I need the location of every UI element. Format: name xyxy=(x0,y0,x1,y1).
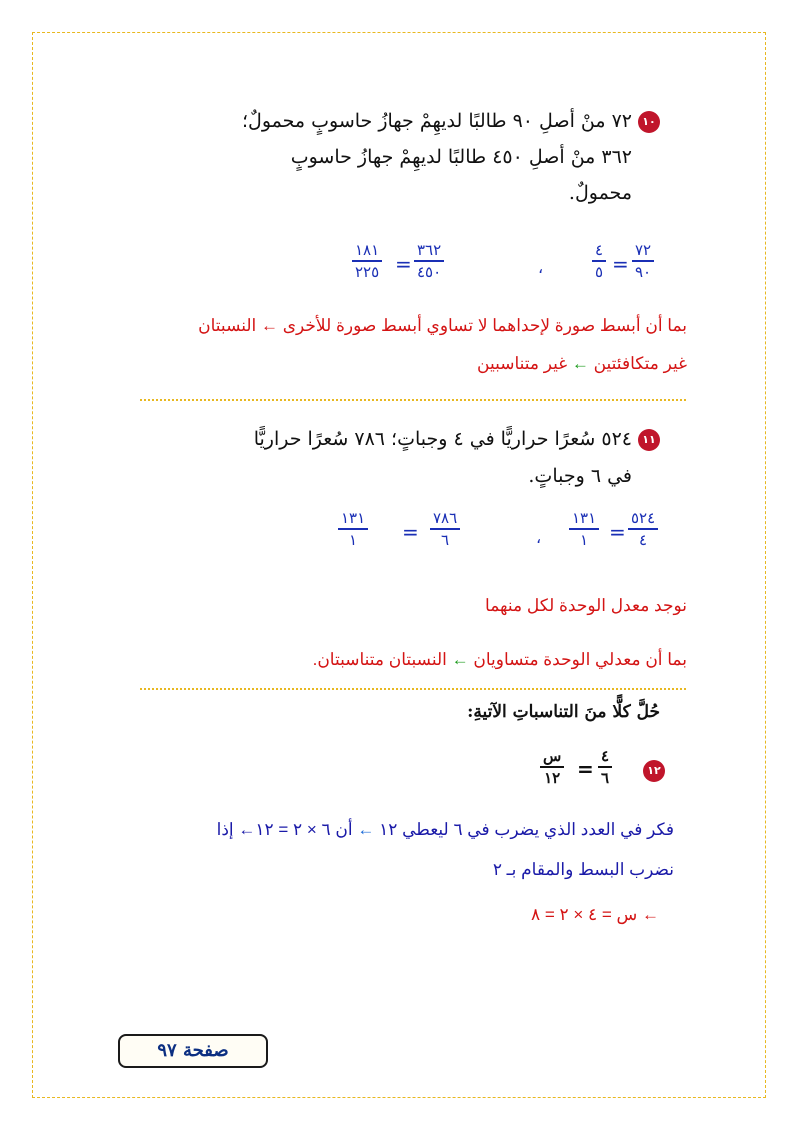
arrow-icon: ← xyxy=(642,905,659,924)
fraction-numerator: ٥٢٤ xyxy=(631,509,656,527)
answer-text: بما أن أبسط صورة لإحداهما لا تساوي أبسط صورة للأخرى xyxy=(282,316,687,335)
problem-10-line-3: محمولٌ. xyxy=(568,182,632,204)
p11-equals-1: = xyxy=(609,520,626,544)
page-frame xyxy=(32,32,766,1098)
arrow-icon: ← xyxy=(357,820,375,839)
arrow-icon: ← xyxy=(238,820,256,839)
p12-line-2: نضرب البسط والمقام بـ ٢ xyxy=(492,860,674,879)
p10-answer-line-1 xyxy=(198,316,687,336)
fraction-numerator: س xyxy=(543,747,562,765)
section-heading: حُلَّ كلًّا منَ التناسباتِ الآتيةِ: xyxy=(467,702,660,722)
answer-text: غير متناسبين xyxy=(477,354,568,373)
answer-text: غير متكافئتين xyxy=(593,354,687,373)
p11-answer-line-1: نوجد معدل الوحدة لكل منهما xyxy=(485,596,687,615)
p10-fraction-4-5 xyxy=(592,240,606,282)
answer-text: بما أن معدلي الوحدة متساويان xyxy=(473,650,687,669)
fraction-numerator: ٧٢ xyxy=(635,241,652,259)
fraction-denominator: ٤٥٠ xyxy=(417,263,442,281)
problem-11-text-1: ٥٢٤ سُعرًا حراريًّا في ٤ وجباتٍ؛ ٧٨٦ سُعرًا حراريًّا xyxy=(253,428,632,450)
problem-10-line-1 xyxy=(242,102,660,140)
p11-fraction-786-6 xyxy=(430,508,460,550)
fraction-denominator: ٤ xyxy=(639,531,648,549)
problem-10-text-1: ٧٢ منْ أصلِ ٩٠ طالبًا لديهِمْ جهازُ حاسوبٍ محمولٌ؛ xyxy=(242,110,632,132)
separator-1 xyxy=(140,399,686,401)
p10-fraction-362-450 xyxy=(414,240,444,282)
solution-result: س = ٤ × ٢ = ٨ xyxy=(530,905,638,924)
fraction-denominator: ٦ xyxy=(601,769,610,787)
p11-equals-2: = xyxy=(402,520,419,544)
fraction-numerator: ٣٦٢ xyxy=(417,241,442,259)
p12-line-3 xyxy=(531,905,659,925)
answer-text: النسبتان متناسبتان. xyxy=(312,650,447,669)
p11-fraction-524-4 xyxy=(628,508,658,550)
fraction-numerator: ١٣١ xyxy=(341,509,366,527)
problem-10-line-2: ٣٦٢ منْ أصلِ ٤٥٠ طالبًا لديهِمْ جهازُ حاسوبٍ xyxy=(290,146,632,168)
solution-text: فكر في العدد الذي يضرب في ٦ ليعطي ١٢ xyxy=(379,820,674,839)
p10-equals-2: = xyxy=(395,252,412,276)
p11-comma: ، xyxy=(536,528,542,547)
fraction-denominator: ٩٠ xyxy=(635,263,652,281)
arrow-icon: ← xyxy=(451,650,469,669)
fraction-denominator: ١ xyxy=(580,531,589,549)
fraction-denominator: ١ xyxy=(349,531,358,549)
p10-equals-1: = xyxy=(612,252,629,276)
problem-10-badge: ١٠ xyxy=(638,111,660,133)
arrow-icon: ← xyxy=(261,316,278,335)
fraction-numerator: ١٣١ xyxy=(572,509,597,527)
fraction-numerator: ٤ xyxy=(595,241,604,259)
p12-line-1 xyxy=(217,820,674,840)
problem-11-line-2: في ٦ وجباتٍ. xyxy=(528,465,632,487)
problem-11-badge: ١١ xyxy=(638,429,660,451)
page-number-label: صفحة ٩٧ xyxy=(118,1034,268,1068)
fraction-denominator: ١٢ xyxy=(544,769,561,787)
solution-text: أن ٦ × ٢ = ١٢ xyxy=(255,820,353,839)
problem-12-badge: ١٢ xyxy=(643,760,665,782)
p12-fraction-x-12 xyxy=(540,746,564,788)
fraction-denominator: ٢٢٥ xyxy=(355,263,380,281)
p11-fraction-131-1-b xyxy=(338,508,368,550)
p10-answer-line-2 xyxy=(477,354,687,374)
p11-answer-line-2 xyxy=(313,650,687,670)
p10-comma: ، xyxy=(538,258,544,277)
fraction-denominator: ٦ xyxy=(441,531,450,549)
p10-fraction-72-90 xyxy=(632,240,654,282)
solution-text: إذا xyxy=(216,820,234,839)
fraction-numerator: ١٨١ xyxy=(355,241,380,259)
fraction-denominator: ٥ xyxy=(595,263,604,281)
p10-fraction-181-225 xyxy=(352,240,382,282)
answer-text: النسبتان xyxy=(198,316,257,335)
p12-fraction-4-6 xyxy=(598,746,612,788)
separator-2 xyxy=(140,688,686,690)
p11-fraction-131-1-a xyxy=(569,508,599,550)
fraction-numerator: ٤ xyxy=(601,747,610,765)
arrow-icon: ← xyxy=(571,354,589,373)
fraction-numerator: ٧٨٦ xyxy=(433,509,458,527)
p12-equals: = xyxy=(577,757,594,781)
problem-11-line-1 xyxy=(254,420,660,458)
